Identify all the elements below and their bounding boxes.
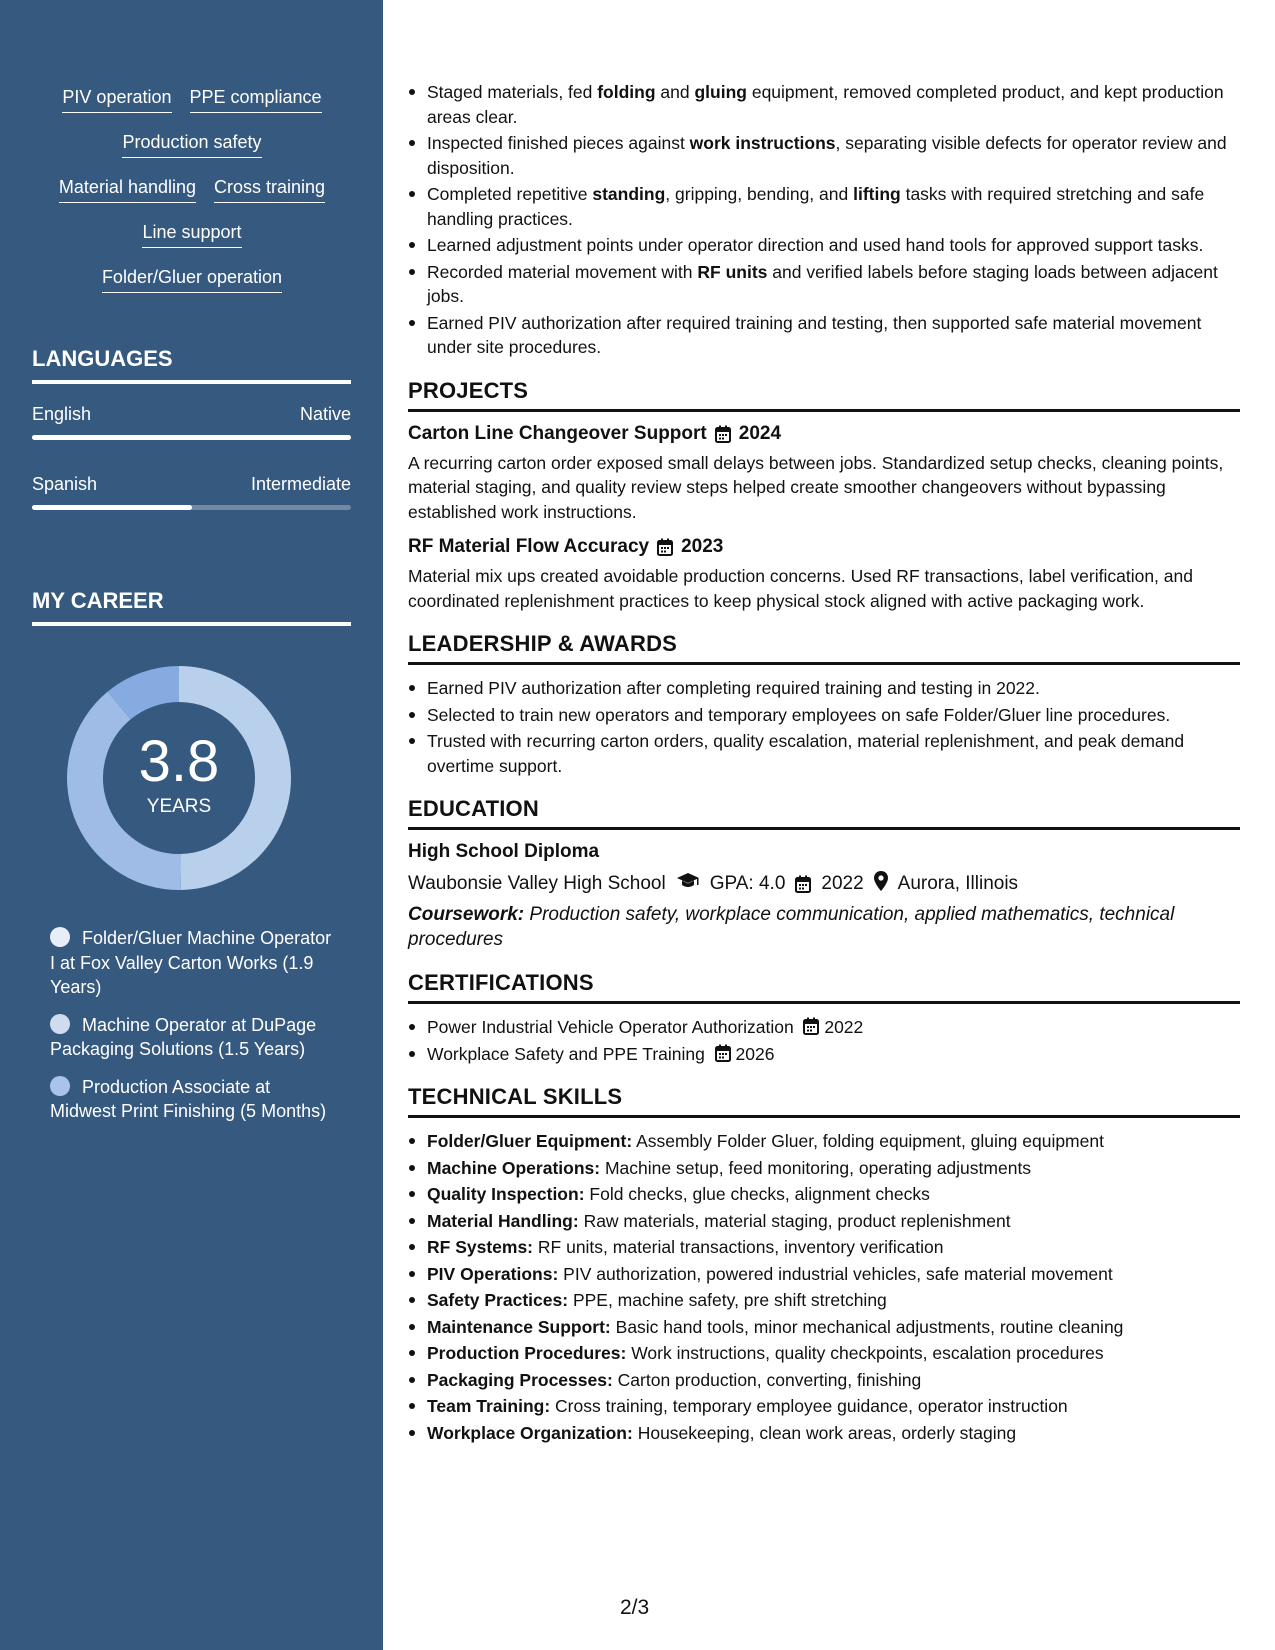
skill-text: PIV authorization, powered industrial vehicles, safe material movement xyxy=(563,1263,1113,1284)
skill-text: RF units, material transactions, inventory verification xyxy=(537,1237,944,1257)
project-description: A recurring carton order exposed small delays between jobs. Standardized setup checks, cleaning points, material staging, and quality review steps helped create smoother changeovers without bypassing established work instructions. xyxy=(408,452,1224,522)
text: and xyxy=(655,82,695,102)
leadership-item: Selected to train new operators and temporary employees on safe Folder/Gluer line procedures. xyxy=(408,703,1240,728)
coursework xyxy=(408,903,1240,952)
technical-skills-heading: TECHNICAL SKILLS xyxy=(408,1084,1240,1118)
skill-text: Fold checks, glue checks, alignment checks xyxy=(589,1184,930,1204)
project-title: RF Material Flow Accuracy xyxy=(408,536,650,557)
skill-tag-row xyxy=(32,131,352,176)
text: , gripping, bending, and xyxy=(665,184,854,204)
skill-tag: PPE compliance xyxy=(190,86,322,113)
project-title-row xyxy=(408,423,1240,445)
project-title: Carton Line Changeover Support xyxy=(408,422,707,444)
skill-label: Safety Practices: xyxy=(427,1290,569,1310)
skill-text: Raw materials, material staging, product replenishment xyxy=(583,1210,1011,1231)
text: Recorded material movement with xyxy=(427,261,698,282)
skill-tag: PIV operation xyxy=(62,86,171,113)
skill-label: Workplace Organization: xyxy=(427,1422,633,1443)
language-level: Intermediate xyxy=(250,474,351,494)
education-details xyxy=(408,871,1240,897)
project-description: Material mix ups created avoidable production concerns. Used RF transactions, label verification, and coordinated replenishment practices to keep physical stock aligned with active packaging work. xyxy=(408,566,1193,611)
education-heading: EDUCATION xyxy=(408,796,1240,830)
experience-bullet xyxy=(408,80,1240,129)
degree: High School Diploma xyxy=(408,841,600,862)
skill-tag-row xyxy=(32,266,352,311)
bold-text: folding xyxy=(597,82,656,102)
career-dot xyxy=(50,1014,70,1034)
language-name: English xyxy=(32,404,92,424)
text: , separating visible defects for operator review and disposition. xyxy=(427,133,1227,178)
school-location: Aurora, Illinois xyxy=(897,873,1019,894)
technical-skill-item xyxy=(408,1156,1240,1181)
leadership-heading: LEADERSHIP & AWARDS xyxy=(408,631,1240,665)
languages-heading: LANGUAGES xyxy=(32,346,351,384)
projects-heading: PROJECTS xyxy=(408,378,1240,412)
skill-label: RF Systems: xyxy=(427,1237,534,1257)
coursework-text: Production safety, workplace communication, applied mathematics, technical procedures xyxy=(408,904,1175,950)
technical-skill-item xyxy=(408,1182,1240,1207)
language-bar xyxy=(32,505,351,510)
text: tasks with required stretching and safe handling practices. xyxy=(427,184,1205,229)
skill-tag-row xyxy=(32,176,352,221)
coursework-label: Coursework: xyxy=(408,904,525,925)
technical-skill-item xyxy=(408,1368,1240,1393)
page-number: 2/3 xyxy=(620,1596,650,1619)
experience-bullet xyxy=(408,182,1240,231)
career-item-text: Folder/Gluer Machine Operator I at Fox Valley Carton Works (1.9 Years) xyxy=(50,928,332,997)
technical-skill-item xyxy=(408,1209,1240,1234)
leadership-item: Trusted with recurring carton orders, quality escalation, material replenishment, and peak demand overtime support. xyxy=(408,729,1240,778)
text: Earned PIV authorization after required training and testing, then supported safe material movement under site procedures. xyxy=(427,312,1202,357)
career-item xyxy=(50,926,335,1000)
certification-name: Workplace Safety and PPE Training xyxy=(427,1043,705,1064)
certifications-heading: CERTIFICATIONS xyxy=(408,970,1240,1004)
career-total-unit: YEARS xyxy=(146,796,212,817)
skill-text: PPE, machine safety, pre shift stretching xyxy=(572,1290,887,1310)
bold-text: lifting xyxy=(853,184,901,204)
main-content xyxy=(408,80,1240,1447)
skill-label: Quality Inspection: xyxy=(427,1184,585,1204)
location-pin-icon xyxy=(874,871,888,897)
skill-tags xyxy=(32,86,352,311)
language-bar-fill xyxy=(32,435,351,440)
career-dot xyxy=(50,927,70,947)
project xyxy=(408,423,1240,525)
gpa: GPA: 4.0 xyxy=(709,873,786,894)
skill-label: Production Procedures: xyxy=(427,1343,627,1363)
skill-text: Work instructions, quality checkpoints, escalation procedures xyxy=(631,1343,1104,1363)
text: equipment, removed completed product, and kept production areas clear. xyxy=(427,82,1224,127)
certification-name: Power Industrial Vehicle Operator Authorization xyxy=(427,1017,794,1037)
career-item-text: Machine Operator at DuPage Packaging Solutions (1.5 Years) xyxy=(50,1014,317,1059)
career-donut-chart xyxy=(66,665,292,891)
skill-label: Material Handling: xyxy=(427,1210,579,1231)
calendar-icon xyxy=(803,1017,819,1035)
technical-skill-item xyxy=(408,1129,1240,1154)
graduation-year: 2022 xyxy=(821,873,864,894)
donut-center xyxy=(66,665,292,891)
bold-text: work instructions xyxy=(689,133,836,153)
skill-text: Carton production, converting, finishing xyxy=(617,1369,922,1390)
skill-text: Basic hand tools, minor mechanical adjustments, routine cleaning xyxy=(615,1316,1124,1337)
skill-label: Packaging Processes: xyxy=(427,1369,613,1390)
career-total-value: 3.8 xyxy=(138,729,220,794)
certification-item xyxy=(408,1042,1240,1067)
project xyxy=(408,536,1240,613)
bold-text: RF units xyxy=(697,261,768,282)
certification-year: 2026 xyxy=(735,1043,775,1064)
bold-text: gluing xyxy=(694,82,747,102)
calendar-icon xyxy=(715,425,731,443)
technical-skill-item xyxy=(408,1394,1240,1419)
skill-tag: Folder/Gluer operation xyxy=(102,266,282,293)
career-heading: MY CAREER xyxy=(32,588,351,626)
skill-tag-row xyxy=(32,221,352,266)
sidebar xyxy=(0,0,383,1650)
certifications-list xyxy=(408,1015,1240,1066)
experience-bullet xyxy=(408,233,1240,258)
skill-label: Folder/Gluer Equipment: xyxy=(427,1131,633,1151)
text: and verified labels before staging loads between adjacent jobs. xyxy=(427,261,1218,306)
text: Completed repetitive xyxy=(427,184,593,204)
career-item xyxy=(50,1013,335,1062)
language-bar-fill xyxy=(32,505,192,510)
skill-label: Team Training: xyxy=(427,1396,551,1416)
language-spanish xyxy=(32,474,351,510)
experience-bullet xyxy=(408,260,1240,309)
project-year: 2024 xyxy=(738,422,782,444)
language-english xyxy=(32,404,351,440)
bold-text: standing xyxy=(592,184,666,204)
skill-label: Maintenance Support: xyxy=(427,1316,611,1337)
text: Inspected finished pieces against xyxy=(427,133,690,153)
graduation-cap-icon xyxy=(676,872,700,896)
calendar-icon xyxy=(657,538,673,556)
career-item-text: Production Associate at Midwest Print Finishing (5 Months) xyxy=(50,1076,327,1121)
technical-skills-list xyxy=(408,1129,1240,1445)
technical-skill-item xyxy=(408,1341,1240,1366)
school-name: Waubonsie Valley High School xyxy=(408,873,666,894)
calendar-icon xyxy=(795,875,811,893)
leadership-item: Earned PIV authorization after completing required training and testing in 2022. xyxy=(408,676,1240,701)
language-bar xyxy=(32,435,351,440)
career-item xyxy=(50,1075,335,1124)
skill-text: Housekeeping, clean work areas, orderly staging xyxy=(637,1422,1017,1443)
technical-skill-item xyxy=(408,1262,1240,1287)
project-year: 2023 xyxy=(681,536,724,557)
career-dot xyxy=(50,1076,70,1096)
text: Staged materials, fed xyxy=(427,82,598,102)
language-level: Native xyxy=(299,404,351,424)
skill-text: Assembly Folder Gluer, folding equipment, gluing equipment xyxy=(636,1131,1104,1151)
experience-bullet xyxy=(408,311,1240,360)
skill-text: Cross training, temporary employee guidance, operator instruction xyxy=(555,1396,1068,1416)
skill-tag: Production safety xyxy=(122,131,261,158)
skill-tag: Material handling xyxy=(59,176,196,203)
technical-skill-item xyxy=(408,1288,1240,1313)
skill-tag: Cross training xyxy=(214,176,325,203)
technical-skill-item xyxy=(408,1235,1240,1260)
skill-text: Machine setup, feed monitoring, operating adjustments xyxy=(604,1157,1032,1178)
career-list xyxy=(50,926,335,1137)
technical-skill-item xyxy=(408,1421,1240,1446)
experience-bullet xyxy=(408,131,1240,180)
text: Learned adjustment points under operator direction and used hand tools for approved support tasks. xyxy=(427,235,1204,255)
skill-label: Machine Operations: xyxy=(427,1157,601,1178)
project-title-row xyxy=(408,536,1240,558)
technical-skill-item xyxy=(408,1315,1240,1340)
calendar-icon xyxy=(715,1044,731,1062)
experience-bullets xyxy=(408,80,1240,360)
skill-label: PIV Operations: xyxy=(427,1263,559,1284)
skill-tag: Line support xyxy=(142,221,241,248)
certification-item xyxy=(408,1015,1240,1040)
leadership-list xyxy=(408,676,1240,778)
certification-year: 2022 xyxy=(824,1017,864,1037)
skill-tag-row xyxy=(32,86,352,131)
language-name: Spanish xyxy=(32,474,98,494)
